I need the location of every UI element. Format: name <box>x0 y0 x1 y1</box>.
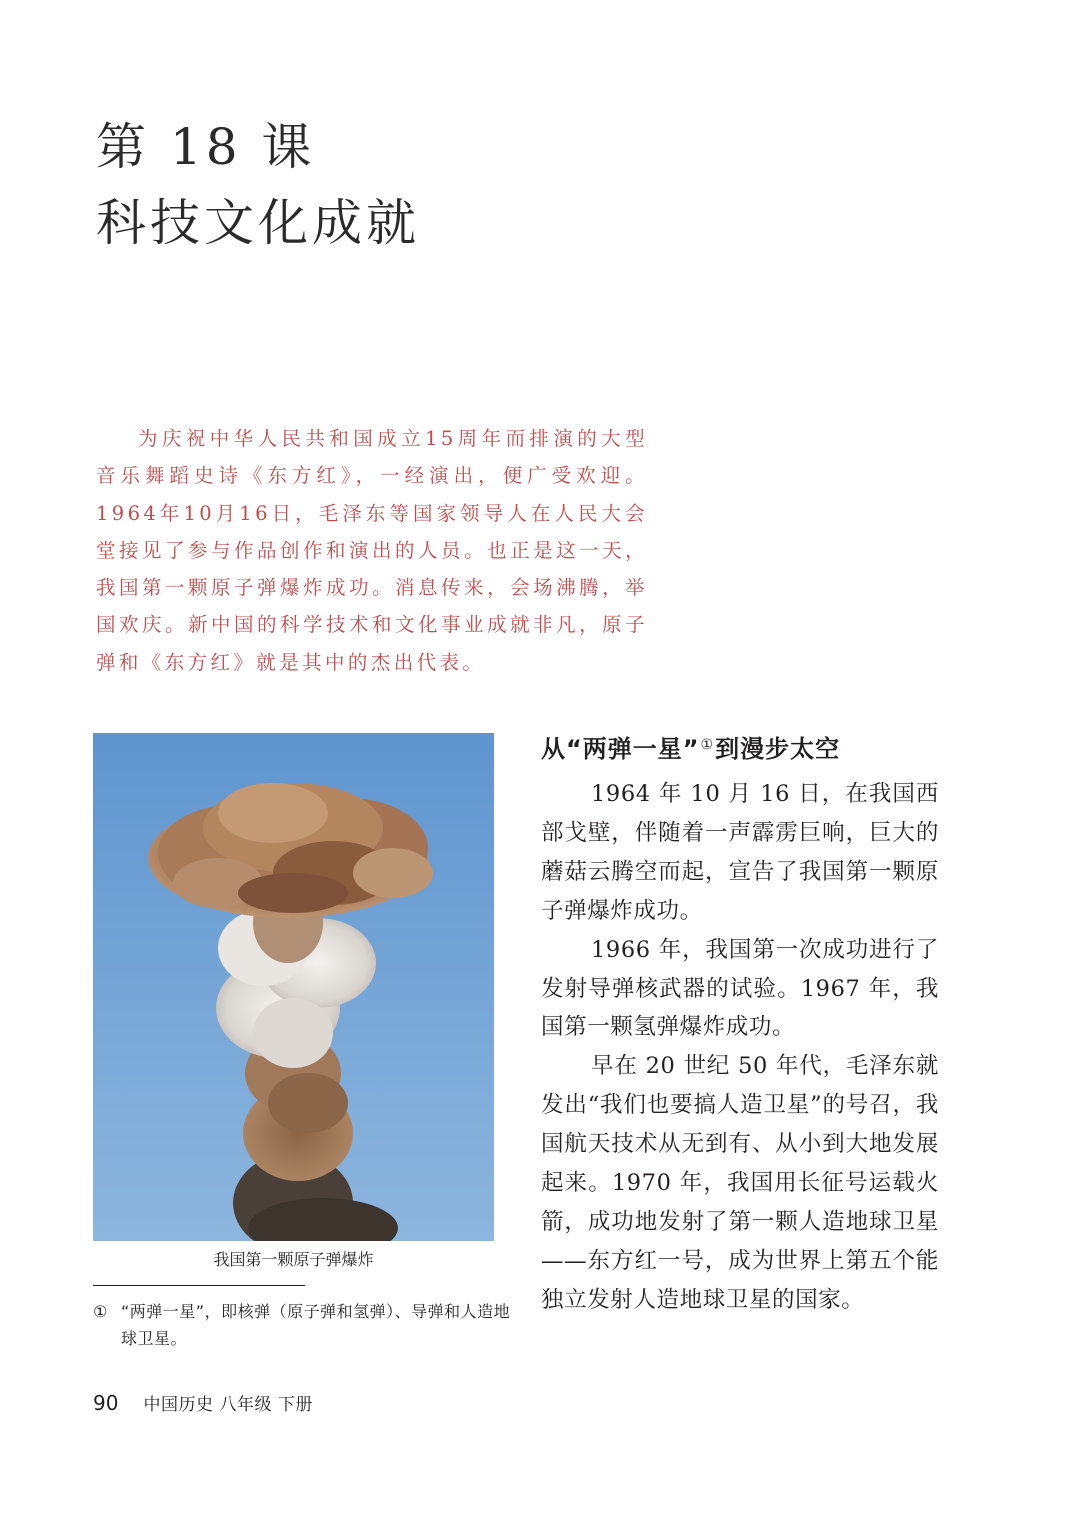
mushroom-cloud-photo <box>93 733 494 1241</box>
footnote <box>93 1298 511 1352</box>
lesson-number: 第 18 课 <box>96 118 316 176</box>
footnote-reference-marker: ① <box>700 737 715 753</box>
intro-paragraph: 为庆祝中华人民共和国成立15周年而排演的大型音乐舞蹈史诗《东方红》，一经演出，便广受欢迎。1964年10月16日，毛泽东等国家领导人在人民大会堂接见了参与作品创作和演出的人员。也正是这一天，我国第一颗原子弹爆炸成功。消息传来，会场沸腾，举国欢庆。新中国的科学技术和文化事业成就非凡，原子弹和《东方红》就是其中的杰出代表。 <box>96 427 648 674</box>
figure-caption: 我国第一颗原子弹爆炸 <box>213 1250 374 1269</box>
section-heading-text-end: 到漫步太空 <box>715 735 841 763</box>
lesson-title-block <box>96 112 420 258</box>
lesson-name: 科技文化成就 <box>96 194 420 252</box>
body-paragraph: 早在 20 世纪 50 年代，毛泽东就发出“我们也要搞人造卫星”的号召，我国航天技术从无到有、从小到大地发展起来。1970 年，我国用长征号运载火箭，成功地发射了第一颗人造地球卫星——东方红一号，成为世界上第五个能独立发射人造地球卫星的国家。 <box>541 1053 939 1313</box>
footnote-marker: ① <box>93 1302 108 1321</box>
mushroom-cloud-image <box>93 733 494 1241</box>
section-heading-text-start: 从“两弹一星” <box>541 735 700 763</box>
section-heading <box>541 731 840 767</box>
footnote-divider <box>93 1285 305 1286</box>
section-body <box>541 775 939 1320</box>
book-title: 中国历史 八年级 下册 <box>143 1395 313 1415</box>
body-paragraph: 1966 年，我国第一次成功进行了发射导弹核武器的试验。1967 年，我国第一颗氢弹爆炸成功。 <box>541 936 939 1041</box>
page-number: 90 <box>93 1391 119 1415</box>
page-footer <box>93 1388 313 1420</box>
footnote-text: “两弹一星”，即核弹（原子弹和氢弹）、导弹和人造地球卫星。 <box>121 1302 511 1348</box>
body-paragraph: 1964 年 10 月 16 日，在我国西部戈壁，伴随着一声霹雳巨响，巨大的蘑菇云腾空而起，宣告了我国第一颗原子弹爆炸成功。 <box>541 781 939 924</box>
